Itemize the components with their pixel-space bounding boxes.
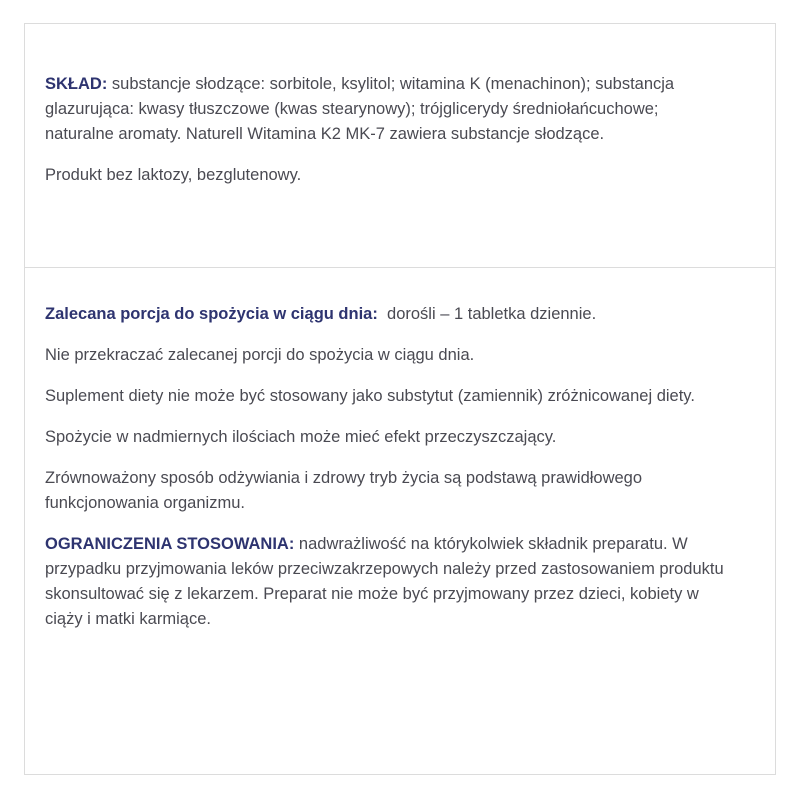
dosage-label: Zalecana porcja do spożycia w ciągu dnia: xyxy=(45,305,378,323)
note-laxative: Spożycie w nadmiernych ilościach może mieć efekt przeczyszczający. xyxy=(45,428,557,446)
restrictions-paragraph xyxy=(45,532,725,632)
note-do-not-exceed: Nie przekraczać zalecanej porcji do spożycia w ciągu dnia. xyxy=(45,346,475,364)
dosage-text: dorośli – 1 tabletka dziennie. xyxy=(377,305,597,323)
composition-section xyxy=(25,24,775,267)
note-balanced-diet: Zrównoważony sposób odżywiania i zdrowy tryb życia są podstawą prawidłowego funkcjonowania organizmu. xyxy=(45,469,643,512)
composition-paragraph xyxy=(45,72,725,147)
note-not-substitute: Suplement diety nie może być stosowany jako substytut (zamiennik) zróżnicowanej diety. xyxy=(45,387,695,405)
usage-section xyxy=(25,268,775,648)
restrictions-label: OGRANICZENIA STOSOWANIA: xyxy=(45,535,295,553)
restrictions-text: nadwrażliwość na którykolwiek składnik preparatu. W przypadku przyjmowania leków przeciwzakrzepowych należy przed zastosowaniem produktu skonsultować się z lekarzem. Preparat nie może być przyjmowany przez dzieci, kobiety w ciąży i matki karmiące. xyxy=(45,535,724,628)
composition-label: SKŁAD: xyxy=(45,75,108,93)
lactose-gluten-note: Produkt bez laktozy, bezglutenowy. xyxy=(45,166,302,184)
composition-text: substancje słodzące: sorbitole, ksylitol; witamina K (menachinon); substancja glazurująca: kwasy tłuszczowe (kwas stearynowy); trójglicerydy średniołańcuchowe; naturalne aromaty. Naturell Witamina K2 MK-7 zawiera substancje słodzące. xyxy=(45,75,675,143)
dosage-paragraph xyxy=(45,302,725,327)
product-info-panel xyxy=(24,23,776,775)
